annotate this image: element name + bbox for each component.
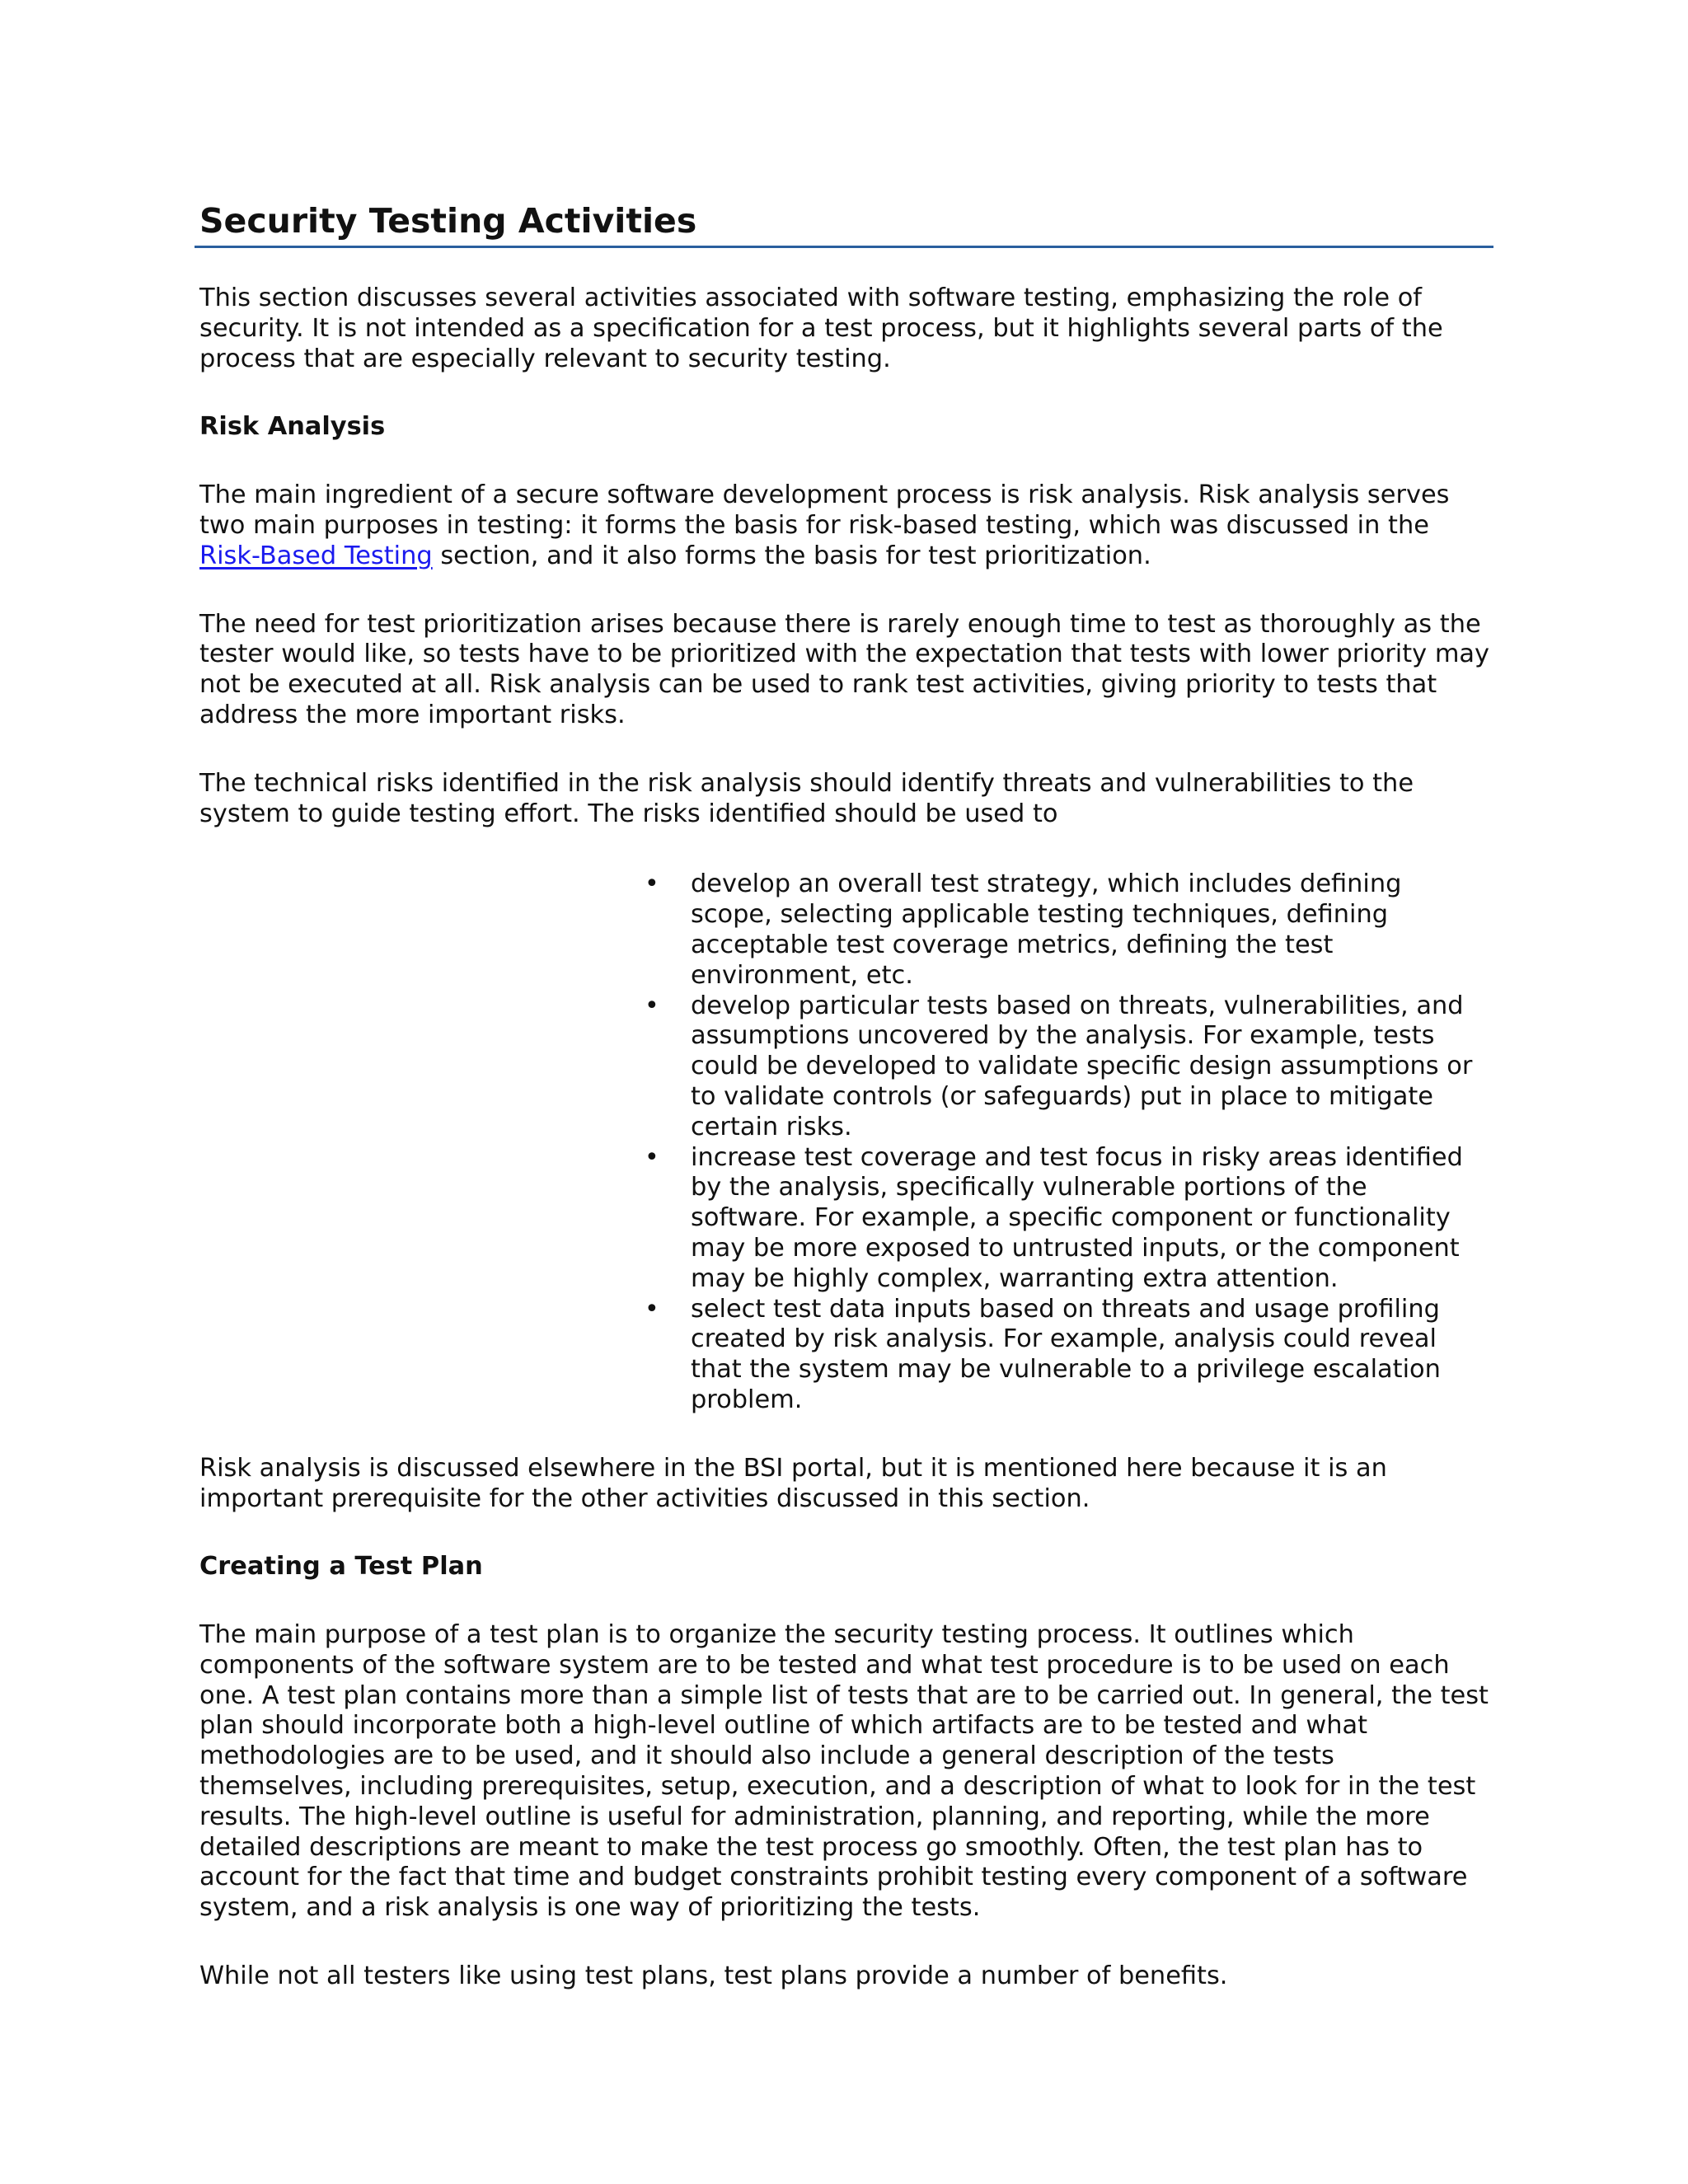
list-item bbox=[645, 991, 1490, 1143]
test-plan-heading: Creating a Test Plan bbox=[199, 1552, 483, 1582]
bullet-icon: • bbox=[645, 991, 659, 1020]
list-item bbox=[645, 1142, 1490, 1295]
intro-paragraph: This section discusses several activities associated with software testing, emphasizing the role of security. It is not intended as a specification for a test process, but it highlights several parts of the process that are especially relevant to security testing. bbox=[199, 284, 1443, 373]
risk-analysis-paragraph-4: Risk analysis is discussed elsewhere in the BSI portal, but it is mentioned here because it is an important prerequisite for the other activities discussed in this section. bbox=[199, 1453, 1387, 1513]
list-item-text: select test data inputs based on threats and usage profiling created by risk analysis. For example, analysis could reveal that the system may be vulnerable to a privilege escalation problem. bbox=[691, 1294, 1441, 1414]
risk-analysis-p1-text-before: The main ingredient of a secure software development process is risk analysis. Risk analysis serves two main purposes in testing: it forms the basis for risk-based testing, which was discussed in the bbox=[199, 480, 1450, 540]
bullet-icon: • bbox=[645, 1294, 659, 1324]
risk-analysis-heading: Risk Analysis bbox=[199, 412, 386, 442]
list-item-text: increase test coverage and test focus in risky areas identified by the analysis, specifically vulnerable portions of the software. For example, a specific component or functionality may be more exposed to untrusted inputs, or the component may be highly complex, warranting extra attention. bbox=[691, 1142, 1463, 1293]
risk-analysis-paragraph-2: The need for test prioritization arises because there is rarely enough time to test as thoroughly as the tester would like, so tests have to be prioritized with the expectation that tests with lower priority may not be executed at all. Risk analysis can be used to rank test activities, giving priority to tests that address the more important risks. bbox=[199, 609, 1490, 729]
risk-usage-list bbox=[645, 869, 1490, 1415]
test-plan-paragraph-1: The main purpose of a test plan is to organize the security testing process. It outlines which components of the software system are to be tested and what test procedure is to be used on each one. A test plan contains more than a simple list of tests that are to be carried out. In general, the test plan should incorporate both a high-level outline of which artifacts are to be tested and what methodologies are to be used, and it should also include a general description of the tests themselves, including prerequisites, setup, execution, and a description of what to look for in the test results. The high-level outline is useful for administration, planning, and reporting, while the more detailed descriptions are meant to make the test process go smoothly. Often, the test plan has to account for the fact that time and budget constraints prohibit testing every component of a software system, and a risk analysis is one way of prioritizing the tests. bbox=[199, 1620, 1489, 1923]
title-divider bbox=[195, 246, 1493, 248]
list-item-text: develop an overall test strategy, which includes defining scope, selecting applicable testing techniques, defining acceptable test coverage metrics, defining the test environment, etc. bbox=[691, 869, 1402, 990]
risk-based-testing-link[interactable]: Risk-Based Testing bbox=[199, 541, 433, 570]
bullet-icon: • bbox=[645, 869, 659, 899]
bullet-icon: • bbox=[645, 1142, 659, 1172]
risk-analysis-p1-text-after: section, and it also forms the basis for test prioritization. bbox=[432, 541, 1151, 570]
list-item-text: develop particular tests based on threats, vulnerabilities, and assumptions uncovered by the analysis. For example, tests could be developed to validate specific design assumptions or to validate controls (or safeguards) put in place to mitigate certain risks. bbox=[691, 991, 1473, 1141]
risk-analysis-paragraph-3: The technical risks identified in the risk analysis should identify threats and vulnerabilities to the system to guide testing effort. The risks identified should be used to bbox=[199, 768, 1414, 828]
document-page bbox=[199, 198, 1493, 1992]
page-title: Security Testing Activities bbox=[199, 201, 697, 241]
risk-analysis-paragraph-1 bbox=[199, 480, 1452, 571]
list-item bbox=[645, 869, 1490, 991]
list-item bbox=[645, 1294, 1490, 1416]
test-plan-paragraph-2: While not all testers like using test plans, test plans provide a number of benefits. bbox=[199, 1961, 1228, 1991]
